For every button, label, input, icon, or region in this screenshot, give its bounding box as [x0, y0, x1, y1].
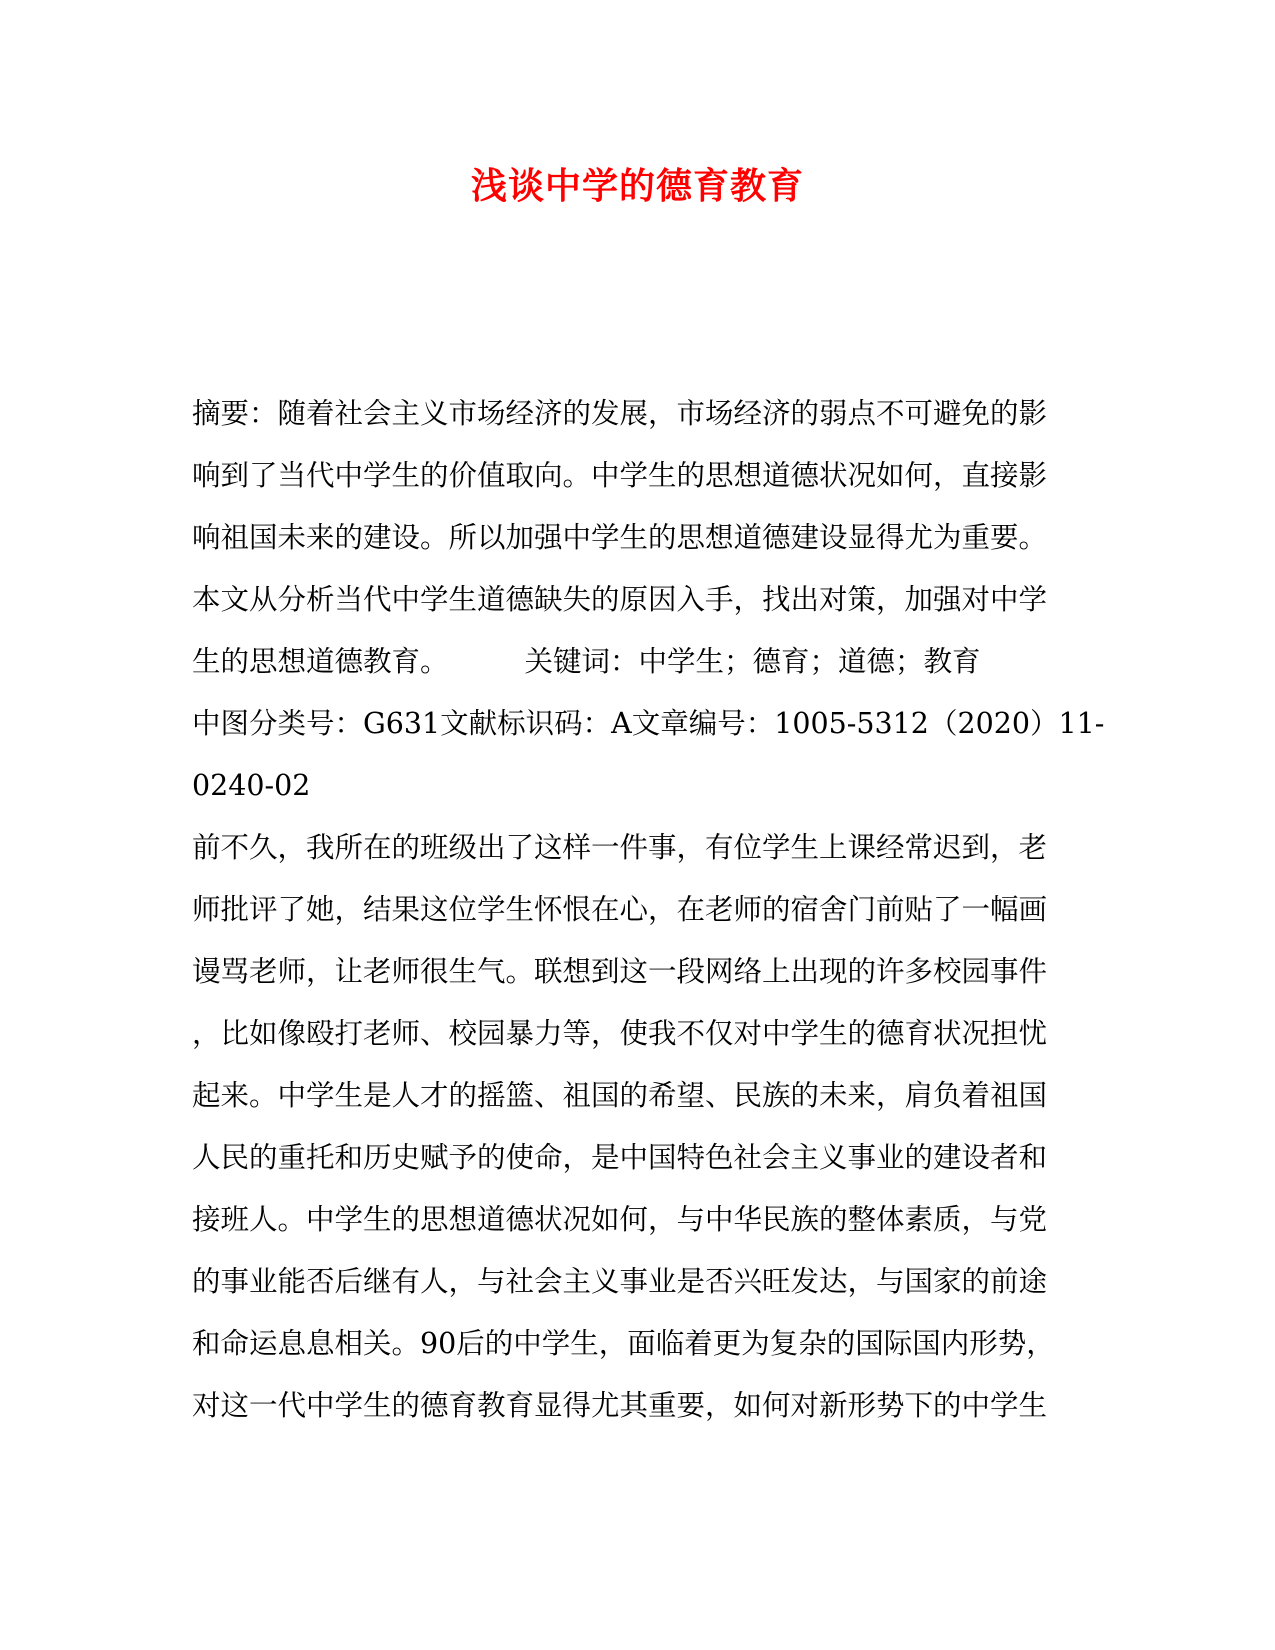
classification-line: 中图分类号：G631文献标识码：A文章编号：1005-5312（2020）11-	[192, 707, 1105, 740]
abstract-line: 响到了当代中学生的价值取向。中学生的思想道德状况如何，直接影	[192, 459, 1048, 492]
body-line: 起来。中学生是人才的摇篮、祖国的希望、民族的未来，肩负着祖国	[192, 1079, 1048, 1112]
classification-line: 0240-02	[192, 769, 311, 802]
abstract-line: 响祖国未来的建设。所以加强中学生的思想道德建设显得尤为重要。	[192, 521, 1048, 554]
body-line: 师批评了她，结果这位学生怀恨在心，在老师的宿舍门前贴了一幅画	[192, 893, 1048, 926]
body-line: 的事业能否后继有人，与社会主义事业是否兴旺发达，与国家的前途	[192, 1265, 1048, 1298]
body-line: ，比如像殴打老师、校园暴力等，使我不仅对中学生的德育状况担忧	[192, 1017, 1048, 1050]
abstract-line: 摘要：随着社会主义市场经济的发展，市场经济的弱点不可避免的影	[192, 397, 1048, 430]
abstract-line-end: 生的思想道德教育。	[192, 645, 449, 678]
body-line: 接班人。中学生的思想道德状况如何，与中华民族的整体素质，与党	[192, 1203, 1048, 1236]
body-line: 人民的重托和历史赋予的使命，是中国特色社会主义事业的建设者和	[192, 1141, 1048, 1174]
abstract-line: 本文从分析当代中学生道德缺失的原因入手，找出对策，加强对中学	[192, 583, 1048, 616]
keywords: 关键词：中学生；德育；道德；教育	[524, 645, 981, 678]
document-title: 浅谈中学的德育教育	[470, 165, 804, 207]
body-line: 谩骂老师，让老师很生气。联想到这一段网络上出现的许多校园事件	[192, 955, 1048, 988]
abstract-keywords-line	[192, 642, 1072, 682]
body-line: 前不久，我所在的班级出了这样一件事，有位学生上课经常迟到，老	[192, 831, 1048, 864]
body-line: 对这一代中学生的德育教育显得尤其重要，如何对新形势下的中学生	[192, 1389, 1048, 1422]
body-line: 和命运息息相关。90后的中学生，面临着更为复杂的国际国内形势，	[192, 1327, 1055, 1360]
